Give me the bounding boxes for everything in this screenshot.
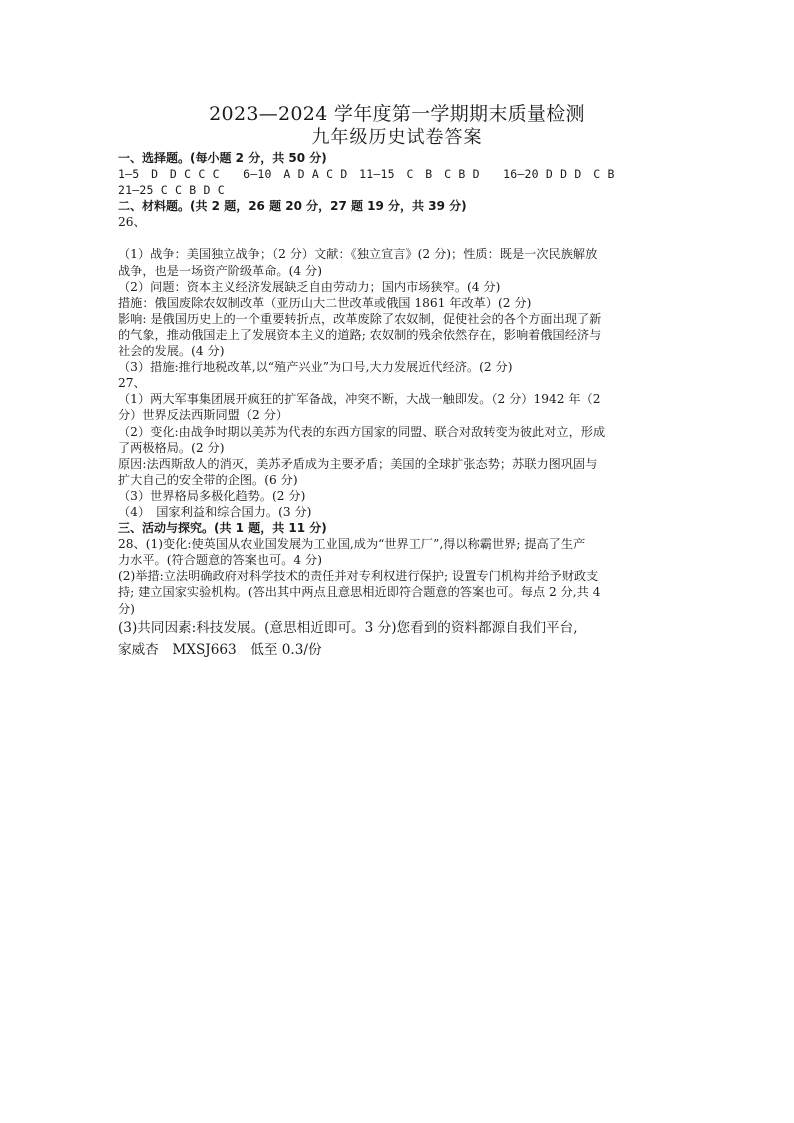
blank-line bbox=[118, 230, 688, 246]
answer-line: (2)举措:立法明确政府对科学技术的责任并对专利权进行保护; 设置专门机构并给予财政支 bbox=[118, 569, 599, 584]
answer-line: 措施：俄国废除农奴制改革（亚历山大二世改革或俄国 1861 年改革）(2 分) bbox=[118, 295, 532, 310]
answer-line: 社会的发展。(4 分) bbox=[118, 344, 225, 359]
footer-note: 家威杏 MXSJ663 低至 0.3/份 bbox=[118, 641, 322, 658]
answer-line: 了两极格局。(2 分) bbox=[118, 440, 225, 455]
section-heading-activity: 三、活动与探究。(共 1 题，共 11 分) bbox=[118, 521, 327, 536]
answer-line: （2）问题：资本主义经济发展缺乏自由劳动力；国内市场狭窄。(4 分) bbox=[118, 279, 501, 294]
answer-line: 战争，也是一场资产阶级革命。(4 分) bbox=[118, 263, 322, 278]
answer-line: 分) bbox=[118, 601, 135, 616]
answer-line: 分）世界反法西斯同盟（2 分） bbox=[118, 408, 289, 423]
answer-line: （1）两大军事集团展开疯狂的扩军备战，冲突不断，大战一触即发。（2 分）1942 年（2 bbox=[118, 392, 601, 407]
answer-line: （3）措施:推行地税改革,以“殖产兴业”为口号,大力发展近代经济。(2 分) bbox=[118, 360, 513, 375]
exam-title: 2023—2024 学年度第一学期期末质量检测 bbox=[209, 103, 585, 125]
answer-line: 的气象，推动俄国走上了发展资本主义的道路; 农奴制的残余依然存在，影响着俄国经济与 bbox=[118, 327, 602, 342]
section-heading-choice: 一、选择题。(每小题 2 分，共 50 分) bbox=[118, 151, 327, 165]
answer-line: （3）世界格局多极化趋势。(2 分) bbox=[118, 488, 306, 503]
choice-answers-row-1: 1—5 D D C C C 6—10 A D A C D 11—15 C B C B D 16—20 D D D C B bbox=[118, 167, 615, 182]
question-number-26: 26、 bbox=[118, 215, 146, 230]
answer-line: （1）战争：美国独立战争；（2 分）文献：《独立宣言》(2 分)；性质：既是一次民族解放 bbox=[118, 247, 598, 262]
answer-subtitle: 九年级历史试卷答案 bbox=[311, 127, 483, 148]
answer-line: 力水平。(符合题意的答案也可。4 分) bbox=[118, 553, 322, 568]
answer-line: （2）变化:由战争时期以美苏为代表的东西方国家的同盟、联合对敌转变为彼此对立，形成 bbox=[118, 424, 606, 439]
answer-line: 影响: 是俄国历史上的一个重要转折点，改革废除了农奴制，促使社会的各个方面出现了新 bbox=[118, 311, 602, 326]
answer-line: 持; 建立国家实验机构。(答出其中两点且意思相近即符合题意的答案也可。每点 2 分,共 4 bbox=[118, 585, 601, 600]
answer-line: 原因:法西斯敌人的消灭，美苏矛盾成为主要矛盾；美国的全球扩张态势；苏联力图巩固与 bbox=[118, 456, 598, 471]
answer-line: 扩大自己的安全带的企图。(6 分) bbox=[118, 472, 298, 487]
section-heading-material: 二、材料题。(共 2 题，26 题 20 分，27 题 19 分，共 39 分) bbox=[118, 199, 467, 214]
answer-line: 28、(1)变化:使英国从农业国发展为工业国,成为“世界工厂”,得以称霸世界; 提高了生产 bbox=[118, 537, 586, 552]
answer-content bbox=[118, 150, 688, 661]
answer-line: (3)共同因素:科技发展。(意思相近即可。3 分)您看到的资料都源自我们平台, bbox=[118, 619, 578, 636]
answer-line: （4） 国家利益和综合国力。(3 分) bbox=[118, 504, 312, 519]
question-number-27: 27、 bbox=[118, 376, 146, 391]
choice-answers-row-2: 21—25 C C B D C bbox=[118, 183, 225, 198]
